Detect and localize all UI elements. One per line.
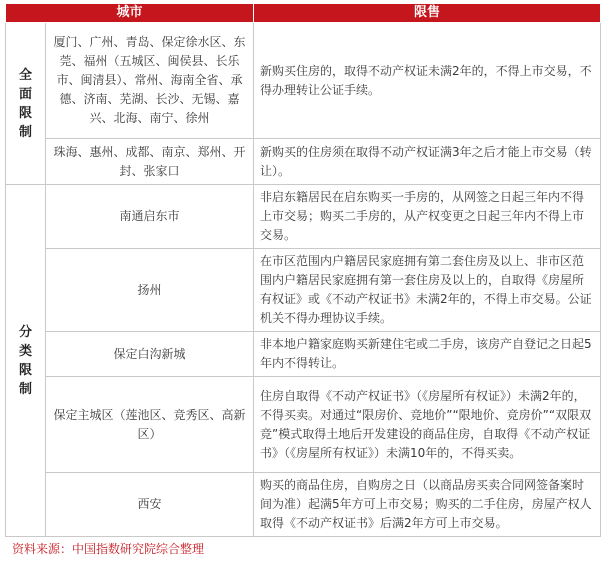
rule-cell: 新购买住房的，取得不动产权证未满2年的，不得上市交易，不得办理转让公证手续。	[254, 23, 601, 139]
rule-cell: 新购买的住房须在取得不动产权证满3年之后才能上市交易（转让）。	[254, 139, 601, 185]
rule-cell: 非本地户籍家庭购买新建住宅或二手房，该房产自登记之日起5年内不得转让。	[254, 332, 601, 377]
table-row	[6, 377, 601, 473]
table-row	[6, 473, 601, 537]
rule-cell: 在市区范围内户籍居民家庭拥有第二套住房及以上、非市区范围内户籍居民家庭拥有第一套住房及以上的，自取得《房屋所有权证》或《不动产权证书》未满2年的，不得上市交易。公证机关不得办理协议手续。	[254, 249, 601, 332]
category-full-restriction	[6, 23, 46, 185]
city-cell: 保定主城区（莲池区、竞秀区、高新区）	[46, 377, 254, 473]
rule-cell: 非启东籍居民在启东购买一手房的，从网签之日起三年内不得上市交易；购买二手房的，从产权变更之日起三年内不得上市交易。	[254, 185, 601, 249]
city-cell: 珠海、惠州、成都、南京、郑州、开封、张家口	[46, 139, 254, 185]
category-classified-restriction	[6, 185, 46, 537]
city-cell: 西安	[46, 473, 254, 537]
city-cell: 厦门、广州、青岛、保定徐水区、东莞、福州（五城区、闽侯县、长乐市、闽清县）、常州、海南全省、承德、济南、芜湖、长沙、无锡、嘉兴、北海、南宁、徐州	[46, 23, 254, 139]
table-header-row	[6, 4, 601, 23]
table-row	[6, 332, 601, 377]
rule-cell: 购买的商品住房，自购房之日（以商品房买卖合同网签备案时间为准）起满5年方可上市交易；购买的二手住房，房屋产权人取得《不动产权证书》后满2年方可上市交易。	[254, 473, 601, 537]
category-label: 分类限制	[18, 324, 32, 397]
source-note: 资料来源：中国指数研究院综合整理	[12, 542, 205, 556]
table-row	[6, 249, 601, 332]
city-cell: 扬州	[46, 249, 254, 332]
restriction-table	[5, 3, 601, 537]
table-row	[6, 185, 601, 249]
rule-cell: 住房自取得《不动产权证书》（《房屋所有权证》）未满2年的，不得买卖。对通过“限房价、竞地价”“限地价、竞房价”“双限双竞”模式取得土地后开发建设的商品住房，自取得《不动产权证书》（《房屋所有权证》）未满10年的，不得买卖。	[254, 377, 601, 473]
city-cell: 保定白沟新城	[46, 332, 254, 377]
header-restriction: 限售	[254, 4, 601, 23]
table-row	[6, 139, 601, 185]
city-cell: 南通启东市	[46, 185, 254, 249]
category-label: 全面限制	[18, 67, 32, 140]
header-city: 城市	[6, 4, 254, 23]
table-row	[6, 23, 601, 139]
